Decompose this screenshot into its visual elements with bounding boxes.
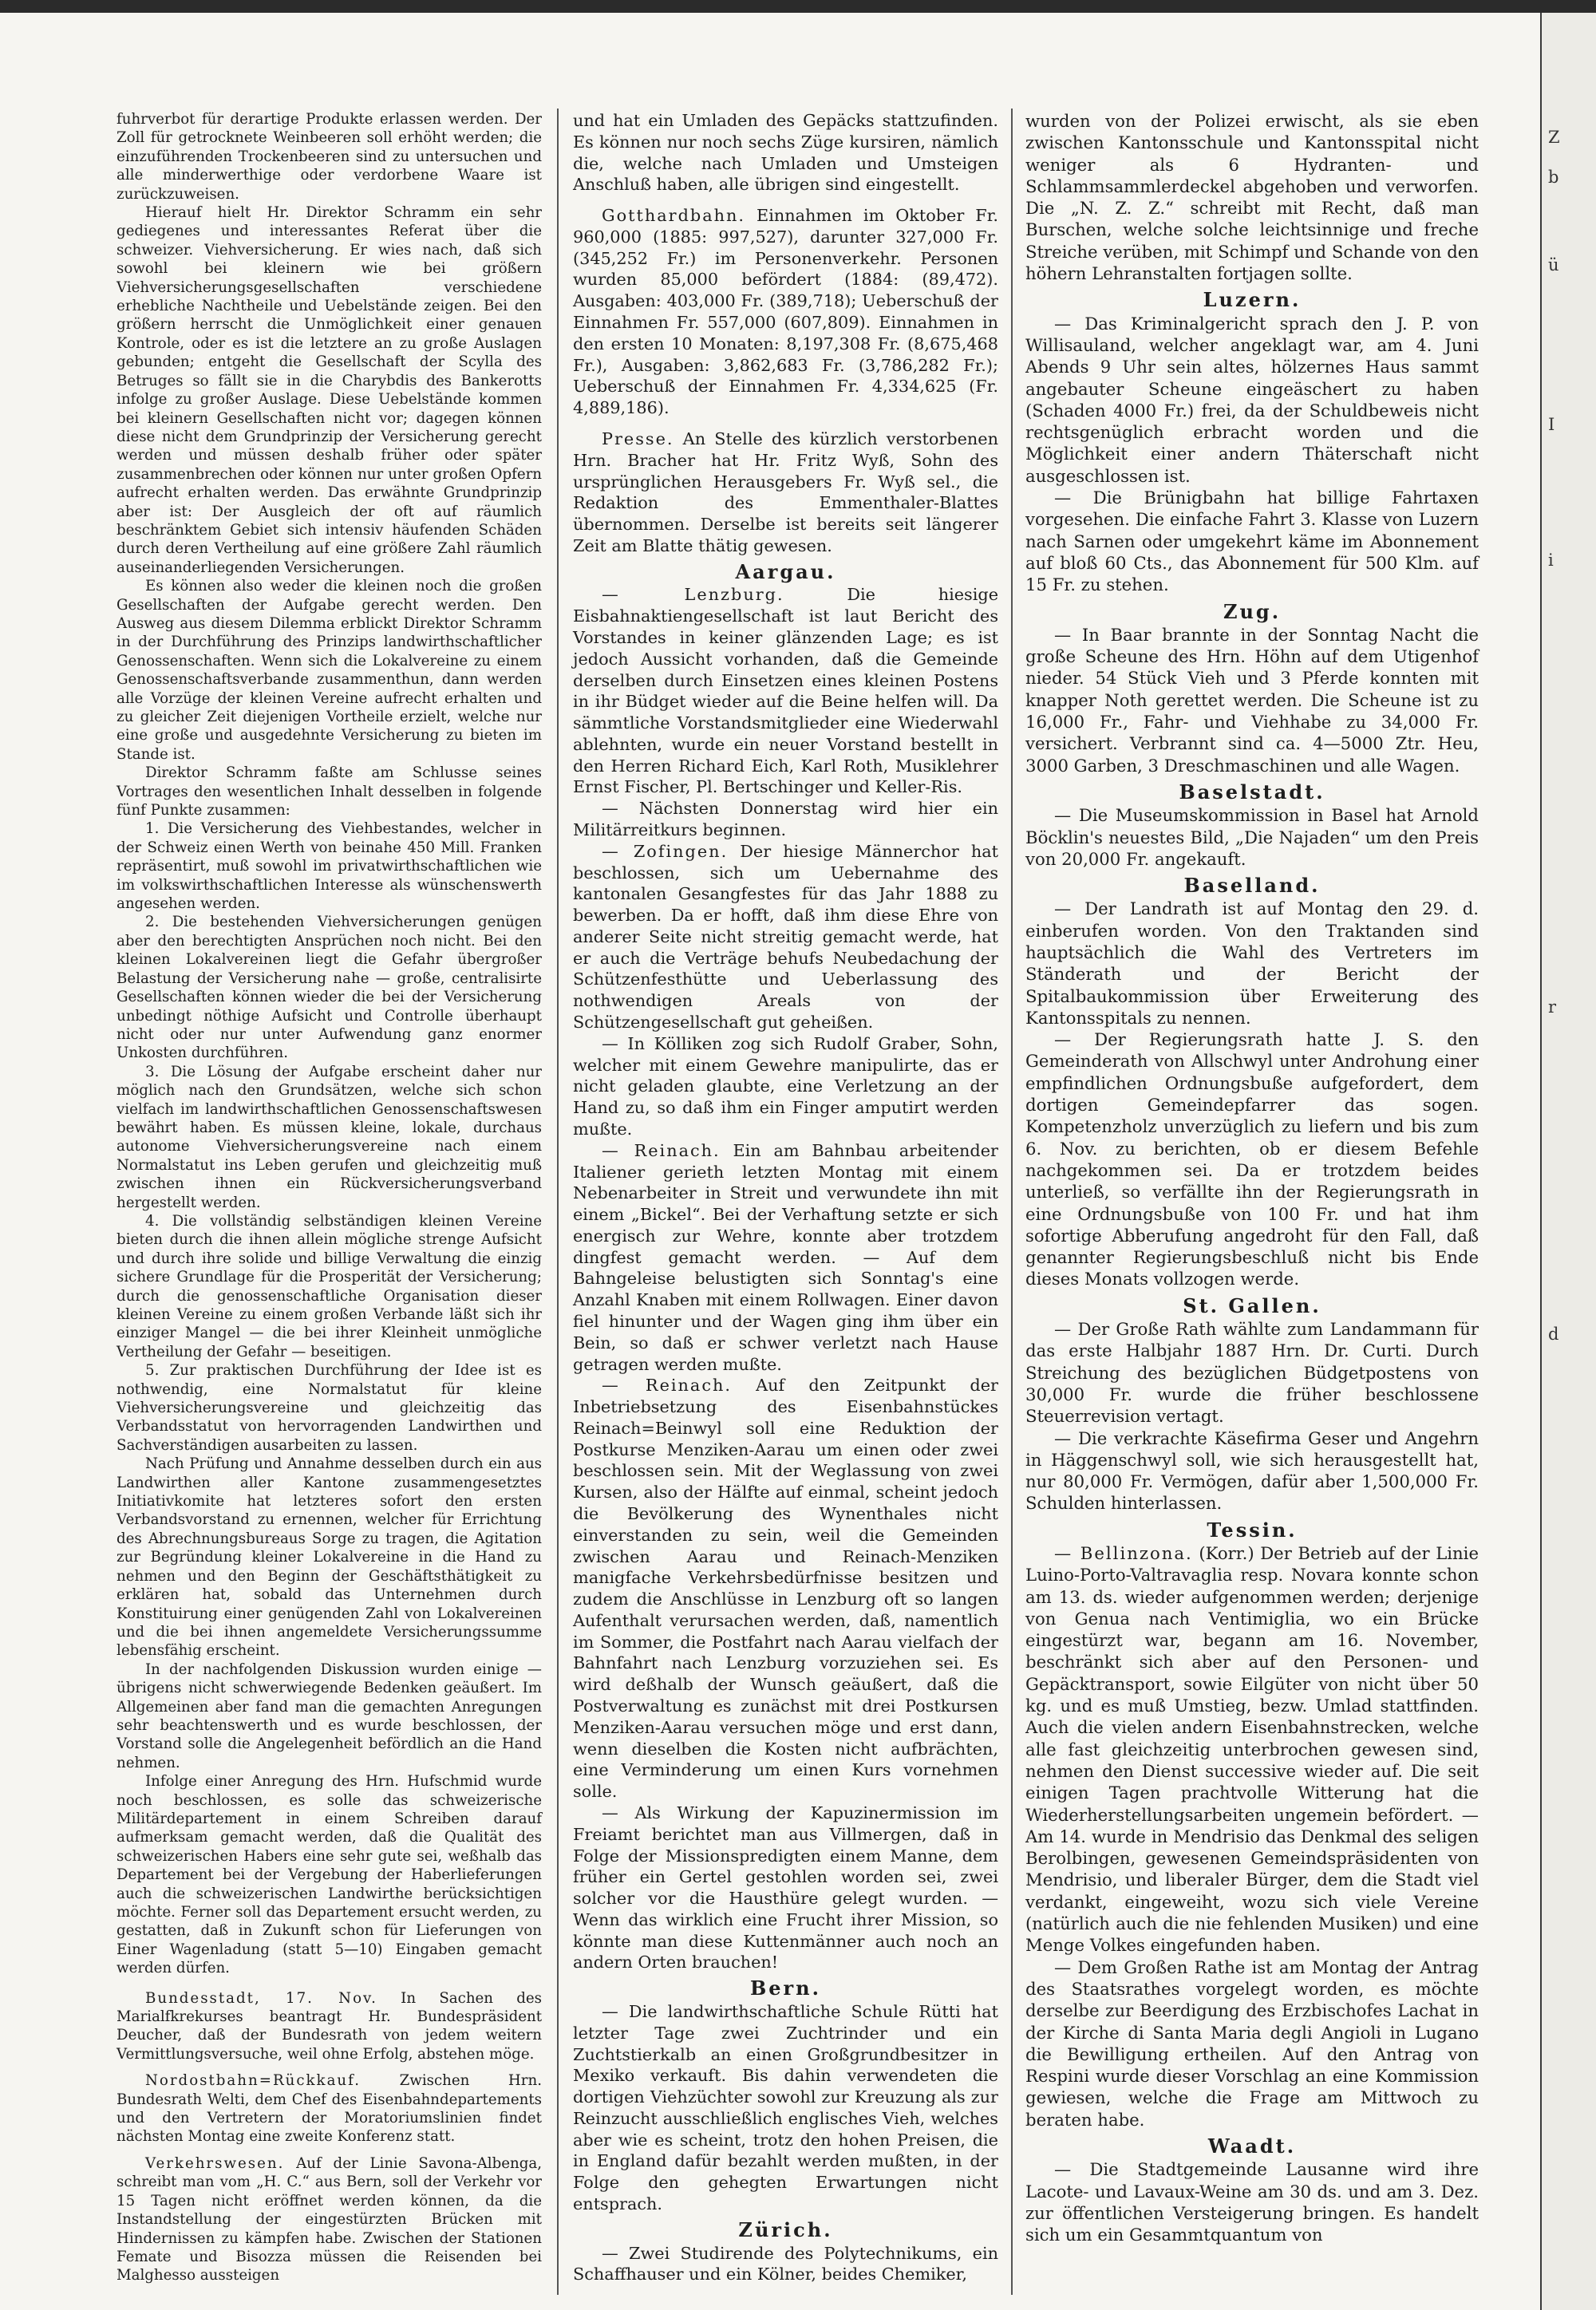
article-text: 2. Die bestehenden Viehversicherungen genügen aber den berechtigten Ansprüchen noch nicht. Bei den kleinen Lokalvereinen liegt die Gefahr übergroßer Belastung der Versicherung nahe — große, centralisirte Gesellschaften können wieder die bei der Versicherung unbedingt nöthige Aufsicht und Controlle überhaupt nicht oder nur unter Aufwendung ganz enormer Unkosten durchführen. bbox=[117, 914, 542, 1062]
section-heading-zug: Zug. bbox=[1223, 599, 1282, 623]
article-text: fuhrverbot für derartige Produkte erlassen werden. Der Zoll für getrocknete Weinbeeren soll erhöht werden; die einzuführenden Trockenbeeren sind zu untersuchen und alle minderwerthige oder verdorbene Waare ist zurückzuweisen. bbox=[117, 111, 542, 203]
article-text bbox=[1025, 1542, 1479, 1957]
section-heading-stgallen: St. Gallen. bbox=[1183, 1293, 1321, 1317]
dateline: — Bellinzona. bbox=[1054, 1543, 1193, 1563]
article-text: — Die Brünigbahn hat billige Fahrtaxen vorgesehen. Die einfache Fahrt 3. Klasse von Luzern nach Sarnen oder umgekehrt käme im Abonnement auf bloß 60 Cts., das Abonnement für 500 Klm. auf 15 Fr. zu stehen. bbox=[1025, 488, 1479, 595]
margin-fragment: ü bbox=[1548, 255, 1559, 274]
section-heading-tessin: Tessin. bbox=[1207, 1518, 1298, 1542]
article-text: — Der Regierungsrath hatte J. S. den Gemeinderath von Allschwyl unter Androhung einer empfindlichen Ordnungsbuße aufgefordert, dem dortigen Gemeindepfarrer das sogen. Kompetenzholz unverzüglich zu liefern und bis zum 6. Nov. zu berichten, ob er diesem Befehle nachgekommen sei. Da er trotzdem beides unterließ, so verfällte ihn der Regierungsrath in eine Ordnungsbuße von 100 Fr. und hat ihm sofortige Abberufung angedroht für den Fall, daß genannter Regierungsbeschluß nicht bis Ende dieses Monats vollzogen werde. bbox=[1025, 1029, 1479, 1289]
article-text: — In Kölliken zog sich Rudolf Graber, Sohn, welcher mit einem Gewehre manipulirte, das er nicht geladen glaubte, eine Verletzung an der Hand zu, so daß ihm ein Finger amputirt werden mußte. bbox=[573, 1033, 998, 1139]
article-text: — Der Landrath ist auf Montag den 29. d. einberufen worden. Von den Traktanden sind hauptsächlich die Wahl des Vertreters im Ständerath und der Bericht der Spitalbaukommission über Erweiterung des Kantonsspitals zu nennen. bbox=[1025, 898, 1479, 1028]
column-rule bbox=[557, 109, 559, 2295]
article-text: 5. Zur praktischen Durchführung der Idee ist es nothwendig, eine Normalstatut für kleine Viehversicherungsvereine und gleichzeitig das Verbandsstatut von hervorragenden Landwirthen und Sachverständigen ausarbeiten zu lassen. bbox=[117, 1362, 542, 1454]
article-body: Zwischen Hrn. Bundesrath Welti, dem Chef des Eisenbahndepartements und den Vertretern der Moratoriumslinien findet nächsten Montag eine zweite Konferenz statt. bbox=[117, 2072, 542, 2146]
article-body: An Stelle des kürzlich verstorbenen Hrn. Bracher hat Hr. Fritz Wyß, Sohn des ursprünglichen Herausgebers Fr. Wyß sel., die Redaktion des Emmenthaler-Blattes übernommen. Derselbe ist bereits seit längerer Zeit am Blatte thätig gewesen. bbox=[573, 428, 998, 555]
column-1 bbox=[117, 110, 542, 2285]
article-body: Ein am Bahnbau arbeitender Italiener gerieth letzten Montag mit einem Nebenarbeiter in Streit und verwundete ihn mit einem „Bickel“. Bei der Verhaftung setzte er sich energisch zur Wehre, konnte aber trotzdem dingfest gemacht werden. — Auf dem Bahngeleise belustigten sich Sonntag's eine Anzahl Knaben mit einem Rollwagen. Einer davon fiel hinunter und der Wagen ging ihm über ein Bein, so daß er schwer verletzt nach Hause getragen werden mußte. bbox=[573, 1140, 998, 1374]
article-text: — Die Stadtgemeinde Lausanne wird ihre Lacote- und Lavaux-Weine am 30 ds. und am 3. Dez. zur öffentlichen Versteigerung bringen. Es handelt sich um ein Gesammtquantum von bbox=[1025, 2159, 1479, 2245]
article-text: — Das Kriminalgericht sprach den J. P. von Willisauland, welcher angeklagt war, am 4. Juni Abends 9 Uhr sein altes, hölzernes Haus sammt angebauter Scheune eingeäschert zu haben (Schaden 4000 Fr.) frei, da der Schuldbeweis nicht rechtsgenüglich erbracht worden und die Möglichkeit einer andern Thäterschaft nicht ausgeschlossen ist. bbox=[1025, 313, 1479, 486]
article-text: — Dem Großen Rathe ist am Montag der Antrag des Staatsrathes vorgelegt worden, es möchte derselbe zur Beerdigung des Erzbischofes Lachat in der Kirche di Santa Maria degli Angioli in Lugano die Bewilligung ertheilen. Auf den Antrag von Respini wurde dieser Vorschlag an eine Kommission gewiesen, welche die Frage am Mittwoch zu beraten habe. bbox=[1025, 1957, 1479, 2130]
dateline: — Reinach. bbox=[602, 1140, 721, 1160]
section-heading-bern: Bern. bbox=[749, 1976, 821, 2000]
article-text bbox=[117, 2154, 542, 2285]
article-body: Auf der Linie Savona-Albenga, schreibt man vom „H. C.“ aus Bern, soll der Verkehr vor 15 Tagen nicht eröffnet werden können, da die Instandstellung der eingestürzten Brücken mit Hindernissen zu kämpfen habe. Zwischen der Stationen Femate und Bisozza müssen die Reisenden bei Malghesso aussteigen bbox=[117, 2154, 542, 2284]
article-text bbox=[573, 1140, 998, 1376]
article-text: — Die Museumskommission in Basel hat Arnold Böcklin's neuestes Bild, „Die Najaden“ um den Preis von 20,000 Fr. angekauft. bbox=[1025, 805, 1479, 869]
article-text: 4. Die vollständig selbständigen kleinen Vereine bieten durch die ihnen allein mögliche strenge Aufsicht und durch ihre solide und billige Verwaltung die einzig sichere Grundlage für die Prosperität der Versicherung; durch die genossenschaftliche Organisation dieser kleinen Vereine zu einem großen Verbande läßt sich ihr einziger Mangel — die bei ihrer Kleinheit unmögliche Vertheilung der Gefahr — beseitigen. bbox=[117, 1212, 542, 1360]
article-text: Hierauf hielt Hr. Direktor Schramm ein sehr gediegenes und interessantes Referat über die schweizer. Viehversicherung. Er wies nach, daß sich sowohl bei kleinern wie bei größern Viehversicherungsgesellschaften verschiedene erhebliche Nachtheile und Uebelstände zeigen. Bei den größern herrscht die Unmöglichkeit einer genauen Kontrole, oder es ist die letztere an zu große Auslagen gebunden; entgeht die Gesellschaft der Scylla des Betruges so fällt sie in die Charybdis des Bankerotts infolge zu großer Auslage. Diese Uebelstände kommen bei kleinern Gesellschaften nicht vor; dagegen können diese nicht dem Grundprinzip der Versicherung gerecht werden und müssen deshalb früher oder später zusammenbrechen oder können nur unter großen Opfern aufrecht erhalten werden. Das erwähnte Grundprinzip aber ist: Der Ausgleich der oft auf räumlich beschränktem Gebiet sich intensiv häufenden Schäden durch deren Vertheilung auf eine größere Zahl räumlich auseinanderliegenden Versicherungen. bbox=[117, 204, 542, 576]
article-text: — Die verkrachte Käsefirma Geser und Angehrn in Häggenschwyl soll, wie sich herausgestellt hat, nur 80,000 Fr. Vermögen, dafür aber 1,500,000 Fr. Schulden hinterlassen. bbox=[1025, 1427, 1479, 1514]
article-text: und hat ein Umladen des Gepäcks stattzufinden. Es können nur noch sechs Züge kursiren, nämlich die, welche nach Umladen und Umsteigen Anschluß haben, alle übrigen sind eingestellt. bbox=[573, 111, 998, 195]
section-heading-baselland: Baselland. bbox=[1183, 874, 1321, 898]
margin-fragment: r bbox=[1548, 997, 1557, 1017]
article-text bbox=[573, 584, 998, 798]
margin-fragment: I bbox=[1548, 415, 1555, 434]
article-body: Einnahmen im Oktober Fr. 960,000 (1885: 997,527), darunter 327,000 Fr. (345,252 Fr.) im Personenverkehr. Personen wurden 85,000 befördert (1884: (89,472). Ausgaben: 403,000 Fr. (389,718); Ueberschuß der Einnahmen Fr. 557,000 (607,809). Einnahmen in den ersten 10 Monaten: 8,197,308 Fr. (8,675,468 Fr.), Ausgaben: 3,862,683 Fr. (3,786,282 Fr.); Ueberschuß der Einnahmen Fr. 4,334,625 (Fr. 4,889,186). bbox=[573, 206, 998, 418]
margin-fragment: d bbox=[1548, 1325, 1559, 1344]
adjacent-page-edge bbox=[1540, 13, 1596, 2310]
article-text: — Zwei Studirende des Polytechnikums, ein Schaffhauser und ein Kölner, beides Chemiker, bbox=[573, 2243, 998, 2284]
article-text: 1. Die Versicherung des Viehbestandes, welcher in der Schweiz einen Werth von beinahe 450 Mill. Franken repräsentirt, muß sowohl im privatwirthschaftlichen wie im volkswirthschaftlichen Interesse als wünschenswerth angesehen werden. bbox=[117, 820, 542, 913]
column-2 bbox=[573, 110, 998, 2285]
article-text bbox=[573, 205, 998, 419]
column-rule bbox=[1011, 109, 1013, 2295]
section-heading-zurich: Zürich. bbox=[738, 2217, 833, 2241]
dateline: Bundesstadt, 17. Nov. bbox=[145, 1989, 377, 2007]
column-3 bbox=[1025, 110, 1479, 2246]
article-text bbox=[573, 841, 998, 1033]
article-body: Der hiesige Männerchor hat beschlossen, sich um Uebernahme des kantonalen Gesangfestes für das Jahr 1888 zu bewerben. Da er hofft, daß ihm diese Ehre von anderer Seite nicht streitig gemacht werde, hat er auch die Verträge behufs Neubedachung der Schützenfesthütte und Ueberlassung des nothwendigen Areals von der Schützengesellschaft gut geheißen. bbox=[573, 841, 998, 1033]
margin-fragment: i bbox=[1548, 551, 1554, 570]
article-text: — Die landwirthschaftliche Schule Rütti hat letzter Tage zwei Zuchtrinder und ein Zuchtstierkalb an einen Großgrundbesitzer in Mexiko verkauft. Bis dahin verwendeten die dortigen Viehzüchter sowohl zur Kreuzung als zur Reinzucht ausschließlich englisches Vieh, welches aber wie es scheint, trotz den hohen Preisen, die in England dafür bezahlt werden mußten, in der Folge den gehegten Erwartungen nicht entsprach. bbox=[573, 2001, 998, 2213]
article-text: — In Baar brannte in der Sonntag Nacht die große Scheune des Hrn. Höhn auf dem Utigenhof nieder. 54 Stück Vieh und 3 Pferde konnten mit knapper Noth gerettet werden. Die Scheune ist zu 16,000 Fr., Fahr- und Viehhabe zu 34,000 Fr. versichert. Verbrannt sind ca. 4—5000 Ztr. Heu, 3000 Garben, 3 Dreschmaschinen und alle Wagen. bbox=[1025, 624, 1479, 776]
article-body: In Sachen des Marialfkrekurses beantragt Hr. Bundespräsident Deucher, daß der Bundesrath von jedem weitern Vermittlungsversuche, weil ohne Erfolg, abstehen möge. bbox=[117, 1989, 542, 2063]
article-text: — Nächsten Donnerstag wird hier ein Militärreitkurs beginnen. bbox=[573, 799, 998, 839]
article-body: (Korr.) Der Betrieb auf der Linie Luino-Porto-Valtravaglia resp. Novara konnte schon am 13. ds. wieder aufgenommen werden; derjenige von Genua nach Ventimiglia, wo ein Brücke eingestürzt war, begann am 16. November, beschränkt sich aber auf den Personen- und Gepäcktransport, sowie Eilgüter von nicht über 50 kg. und es muß Umstieg, bezw. Umlad stattfinden. Auch die vielen andern Eisenbahnstrecken, welche alle fast gleichzeitig unterbrochen gewesen sind, nehmen den Dienst successive wieder auf. Die seit einigen Tagen prachtvolle Witterung hat die Wiederherstellungsarbeiten ungemein befördert. — Am 14. wurde in Mendrisio das Denkmal des seligen Berolbingen, gewesenen Gemeindspräsidenten von Mendrisio, und liberaler Bürger, dem die Stadt viel verdankt, eingeweiht, wozu sich viele Vereine (natürlich auch die nie fehlenden Musiken) und eine Menge Volkes eingefunden haben. bbox=[1025, 1543, 1479, 1956]
dateline: Gotthardbahn. bbox=[602, 206, 746, 226]
article-text: Es können also weder die kleinen noch die großen Gesellschaften der Aufgabe gerecht werden. Den Ausweg aus diesem Dilemma erblickt Direktor Schramm in der Durchführung des Prinzips landwirthschaftlicher Genossenschaften. Wenn sich die Lokalvereine zu einem Genossenschaftsverbande zusammenthun, dann werden alle Vorzüge der kleinen Vereine aufrecht erhalten und zu gleicher Zeit diejenigen Vortheile erzielt, welche nur eine große und ausgedehnte Versicherung zu bieten im Stande ist. bbox=[117, 578, 542, 763]
article-text: Direktor Schramm faßte am Schlusse seines Vortrages den wesentlichen Inhalt desselben in folgende fünf Punkte zusammen: bbox=[117, 764, 542, 819]
article-text: Nach Prüfung und Annahme desselben durch ein aus Landwirthen aller Kantone zusammengesetztes Initiativkomite hat letzteres sofort den ersten Verbandsvorstand zu ernennen, welcher für Errichtung des Abrechnungsbureaus Sorge zu tragen, die Agitation zur Begründung kleiner Lokalvereine in die Hand zu nehmen und den Beginn der Geschäftsthätigkeit zu erklären hat, sobald das Unternehmen durch Konstituirung einer genügenden Zahl von Lokalvereinen und die bei ihnen angemeldete Versicherungssumme lebensfähig erscheint. bbox=[117, 1455, 542, 1660]
article-text bbox=[573, 428, 998, 557]
section-heading-luzern: Luzern. bbox=[1203, 288, 1302, 312]
dateline: — Zofingen. bbox=[602, 841, 729, 861]
dateline: — Lenzburg. bbox=[602, 585, 784, 605]
article-text bbox=[573, 1375, 998, 1803]
article-text: — Der Große Rath wählte zum Landammann für das erste Halbjahr 1887 Hrn. Dr. Curti. Durch Streichung des bezüglichen Büdgetpostens von 30,000 Fr. wurde die früher beschlossene Steuerrevision vertagt. bbox=[1025, 1319, 1479, 1427]
top-border bbox=[0, 0, 1596, 13]
section-heading-baselstadt: Baselstadt. bbox=[1179, 780, 1325, 804]
dateline: Verkehrswesen. bbox=[145, 2154, 285, 2172]
article-body: Die hiesige Eisbahnaktiengesellschaft ist laut Bericht des Vorstandes in keiner glänzenden Lage; es ist jedoch Aussicht vorhanden, daß die Gemeinde derselben durch Einsetzen eines kleinen Postens in ihr Büdget wieder auf die Beine helfen will. Da sämmtliche Vorstandsmitglieder eine Wiederwahl ablehnten, wurde ein neuer Vorstand bestellt in den Herren Richard Eich, Karl Roth, Musiklehrer Ernst Fischer, Pl. Bertschinger und Keller-Ris. bbox=[573, 585, 999, 797]
section-heading-waadt: Waadt. bbox=[1207, 2134, 1297, 2158]
article-text: — Als Wirkung der Kapuzinermission im Freiamt berichtet man aus Villmergen, daß in Folge der Missionspredigten einem Manne, dem früher ein Gertel gestohlen worden sei, zwei solcher vor die Hausthüre gelegt wurden. — Wenn das wirklich eine Frucht ihrer Mission, so könnte man diese Kuttenmänner auch noch an andern Orten brauchen! bbox=[573, 1803, 998, 1972]
article-text: In der nachfolgenden Diskussion wurden einige — übrigens nicht schwerwiegende Bedenken geäußert. Im Allgemeinen aber fand man die gemachten Anregungen sehr beachtenswerth und es wurde beschlossen, der Vorstand solle die Angelegenheit befördlich an die Hand nehmen. bbox=[117, 1660, 542, 1771]
article-text: Infolge einer Anregung des Hrn. Hufschmid wurde noch beschlossen, es solle das schweizerische Militärdepartement in einem Schreiben darauf aufmerksam gemacht werden, daß die Qualität des schweizerischen Habers eine sehr gute sei, weßhalb das Departement bei der Vergebung der Haberlieferungen auch die schweizerischen Landwirthe berücksichtigen möchte. Ferner soll das Departement ersucht werden, zu gestatten, daß in Zukunft schon für Lieferungen von Einer Wagenladung (statt 5—10) Eingaben gemacht werden dürfen. bbox=[117, 1773, 542, 1977]
article-text: wurden von der Polizei erwischt, als sie eben zwischen Kantonsschule und Kantonsspital nicht weniger als 6 Hydranten- und Schlammsammlerdeckel abgehoben und verworfen. Die „N. Z. Z.“ schreibt mit Recht, daß man Burschen, welche solche leichtsinnige und freche Streiche verüben, mit Schimpf und Schande von den höhern Lehranstalten fortjagen sollte. bbox=[1025, 111, 1479, 284]
margin-fragment: Z bbox=[1548, 128, 1560, 147]
article-text bbox=[117, 1989, 542, 2064]
dateline: — Reinach. bbox=[602, 1376, 732, 1396]
article-text: 3. Die Lösung der Aufgabe erscheint daher nur möglich nach den Grundsätzen, welche sich schon vielfach im landwirthschaftlichen Genossenschaftswesen bewährt haben. Es müssen kleine, lokale, durchaus autonome Viehversicherungsvereine nach einem Normalstatut ins Leben gerufen und gleichzeitig muß zwischen ihnen ein Rückversicherungsverband hergestellt werden. bbox=[117, 1063, 542, 1211]
dateline: Presse. bbox=[602, 428, 674, 448]
section-heading-aargau: Aargau. bbox=[735, 559, 836, 583]
article-body: Auf den Zeitpunkt der Inbetriebsetzung des Eisenbahnstückes Reinach=Beinwyl soll eine Reduktion der Postkurse Menziken-Aarau um einen oder zwei beschlossen sein. Mit der Weglassung von zwei Kursen, also der Hälfte auf einmal, scheint jedoch die Bevölkerung des Wynenthales nicht einverstanden zu sein, weil die Gemeinden zwischen Aarau und Reinach-Menziken manigfache Verkehrsbedürfnisse besitzen und zudem die Anschlüsse in Lenzburg oft so langen Aufenthalt verursachen werden, daß, namentlich im Sommer, die Postfahrt nach Aarau vielfach der Bahnfahrt nach Lenzburg vorzuziehen sei. Es wird deßhalb der Wunsch geäußert, daß die Postverwaltung es zunächst mit drei Postkursen Menziken-Aarau versuchen möge und erst dann, wenn dieselben die Kosten nicht aufbrächten, eine Verminderung um einen Kurs vornehmen solle. bbox=[573, 1376, 998, 1802]
dateline: Nordostbahn=Rückkauf. bbox=[145, 2072, 361, 2090]
margin-fragment: b bbox=[1548, 168, 1559, 187]
article-text bbox=[117, 2071, 542, 2146]
